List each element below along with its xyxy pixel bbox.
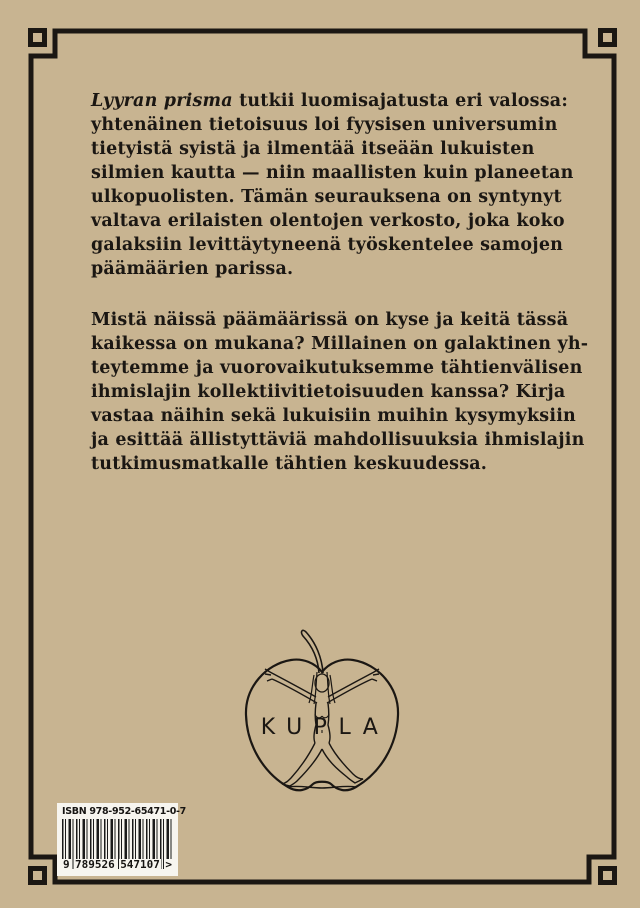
blurb-line: galaksiin levittäytyneenä työskentelee samojen	[91, 235, 564, 255]
blurb-line: päämäärien parissa.	[91, 259, 294, 279]
blurb-line: Mistä näissä päämäärissä on kyse ja keitä tässä	[91, 310, 569, 330]
blurb-paragraph-1	[91, 89, 585, 281]
barcode-digit-group: 789526	[75, 858, 115, 871]
blurb-line: yhtenäinen tietoisuus loi fyysisen universumin	[91, 115, 558, 135]
figure-left-arm	[265, 669, 317, 703]
blurb-line: kaikessa on mukana? Millainen on galaktinen yh-	[91, 334, 589, 354]
book-title-italic: Lyyran prisma	[91, 91, 233, 111]
blurb-line	[91, 89, 585, 113]
isbn-barcode	[57, 803, 186, 876]
apple-bottom-wave-icon	[288, 786, 356, 788]
barcode-bars	[62, 819, 173, 869]
blurb-text	[91, 89, 589, 476]
isbn-number: ISBN 978-952-65471-0-7	[62, 806, 186, 817]
figure-right-leg	[322, 743, 363, 783]
blurb-line: teytemme ja vuorovaikutuksemme tähtienvälisen	[91, 358, 583, 378]
blurb-line: silmien kautta — niin maallisten kuin planeetan	[91, 163, 574, 183]
publisher-logo	[224, 613, 420, 813]
blurb-line: tietyistä syistä ja ilmentää itseään lukuisten	[91, 139, 535, 159]
blurb-line: ulkopuolisten. Tämän seurauksena on syntynyt	[91, 187, 562, 207]
apple-stem-icon	[302, 630, 323, 673]
blurb-line: ja esittää ällistyttäviä mahdollisuuksia ihmislajin	[91, 430, 585, 450]
figure-left-leg	[282, 743, 322, 786]
barcode-digit-group: 9	[63, 858, 70, 871]
blurb-line: valtava erilaisten olentojen verkosto, joka koko	[91, 211, 565, 231]
corner-square-icon	[31, 31, 45, 45]
corner-square-icon	[31, 869, 45, 883]
blurb-line: vastaa näihin sekä lukuisiin muihin kysymyksiin	[91, 406, 576, 426]
barcode-digits	[62, 859, 173, 871]
figure-right-arm	[327, 669, 379, 703]
publisher-name: KUPLA	[260, 715, 390, 740]
blurb-paragraph-2	[91, 308, 589, 476]
blurb-line: ihmislajin kollektiivitietoisuuden kanssa? Kirja	[91, 382, 566, 402]
barcode-digit-group: >	[165, 858, 172, 871]
blurb-line-rest: tutkii luomisajatusta eri valossa:	[232, 91, 568, 111]
corner-square-icon	[601, 31, 615, 45]
figure-hair	[309, 671, 335, 704]
barcode-digit-group: 547107	[120, 858, 160, 871]
corner-square-icon	[601, 869, 615, 883]
blurb-line: tutkimusmatkalle tähtien keskuudessa.	[91, 454, 488, 474]
